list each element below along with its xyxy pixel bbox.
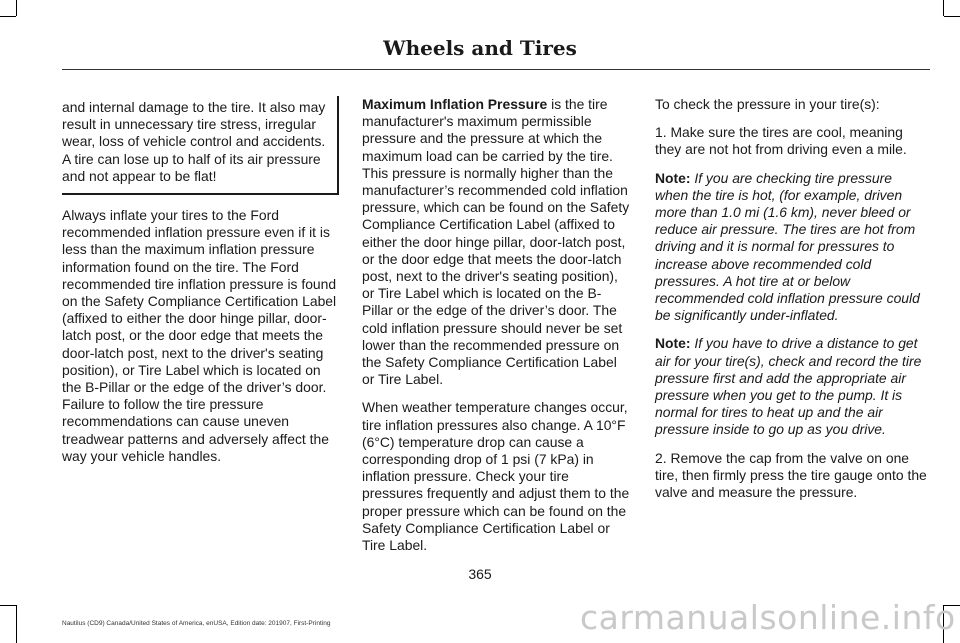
crop-mark xyxy=(0,16,16,17)
warning-text: and internal damage to the tire. It also may result in unnecessary tire stress, irregular wear, loss of vehicle control and accidents. A tire can lose up to half of its air pressure and not appear to be flat! xyxy=(62,99,326,184)
crop-mark xyxy=(16,605,17,643)
watermark: carmanualsonline.info xyxy=(580,598,956,637)
section-title: Wheels and Tires xyxy=(383,36,577,60)
term-heading: Maximum Inflation Pressure xyxy=(362,96,548,112)
column-1 xyxy=(62,96,339,476)
column-2 xyxy=(362,96,632,565)
note-2 xyxy=(655,335,927,438)
crop-mark xyxy=(0,605,16,606)
crop-mark xyxy=(944,16,960,17)
inflation-paragraph: Always inflate your tires to the Ford recommended inflation pressure even if it is less than the maximum inflation pressure information found on the tire. The Ford recommended tire inflation pressure is found on the Safety Compliance Certification Label (affixed to either the door hinge pillar, door-latch post, or the door edge that meets the door-latch post, next to the driver's seating position), or Tire Label which is located on the B-Pillar or the edge of the driver’s door. Failure to follow the tire pressure recommendations can cause uneven treadwear patterns and adversely affect the way your vehicle handles. xyxy=(62,207,337,464)
note-text: If you have to drive a distance to get air for your tire(s), check and record the tire pressure first and add the appropriate air pressure when you get to the pump. It is normal for tires to heat up and the air pressure inside to go up as you drive. xyxy=(655,335,922,438)
step-1: 1. Make sure the tires are cool, meaning they are not hot from driving even a mile. xyxy=(655,124,907,158)
column-3 xyxy=(655,96,927,512)
term-definition: is the tire manufacturer's maximum permissible pressure and the pressure at which the maximum load can be carried by the tire. This pressure is normally higher than the manufacturer’s recommended cold inflation pressure, which can be found on the Safety Compliance Certification Label (affixed to either the door hinge pillar, door-latch post, or the door edge that meets the door-latch post, next to the driver's seating position), or Tire Label which is located on the B-Pillar or the edge of the driver’s door. The cold inflation pressure should never be set lower than the recommended pressure on the Safety Compliance Certification Label or Tire Label. xyxy=(362,96,630,388)
max-pressure-paragraph xyxy=(362,96,632,388)
page-number: 365 xyxy=(468,566,492,582)
header-divider xyxy=(62,69,930,70)
note-label: Note: xyxy=(655,169,691,186)
note-1 xyxy=(655,170,927,325)
warning-box xyxy=(62,96,339,195)
step-2: 2. Remove the cap from the valve on one tire, then firmly press the tire gauge onto the valve and measure the pressure. xyxy=(655,449,927,501)
crop-mark xyxy=(16,0,17,16)
note-label: Note: xyxy=(655,335,691,352)
temperature-paragraph: When weather temperature changes occur, tire inflation pressures also change. A 10°F (6°C) temperature drop can cause a corresponding drop of 1 psi (7 kPa) in inflation pressure. Check your tire pressures frequently and adjust them to the proper pressure which can be found on the Safety Compliance Certification Label or Tire Label. xyxy=(362,399,630,554)
crop-mark xyxy=(943,0,944,16)
check-intro: To check the pressure in your tire(s): xyxy=(655,96,880,112)
edition-footer: Nautilus (CD9) Canada/United States of America, enUSA, Edition date: 201907, First-Printing xyxy=(62,620,331,627)
note-text: If you are checking tire pressure when the tire is hot, (for example, driven more than 1.0 mi (1.6 km), never bleed or reduce air pressure. The tires are hot from driving and it is normal for pressures to increase above recommended cold pressures. A hot tire at or below recommended cold inflation pressure could be significantly under-inflated. xyxy=(655,169,920,324)
